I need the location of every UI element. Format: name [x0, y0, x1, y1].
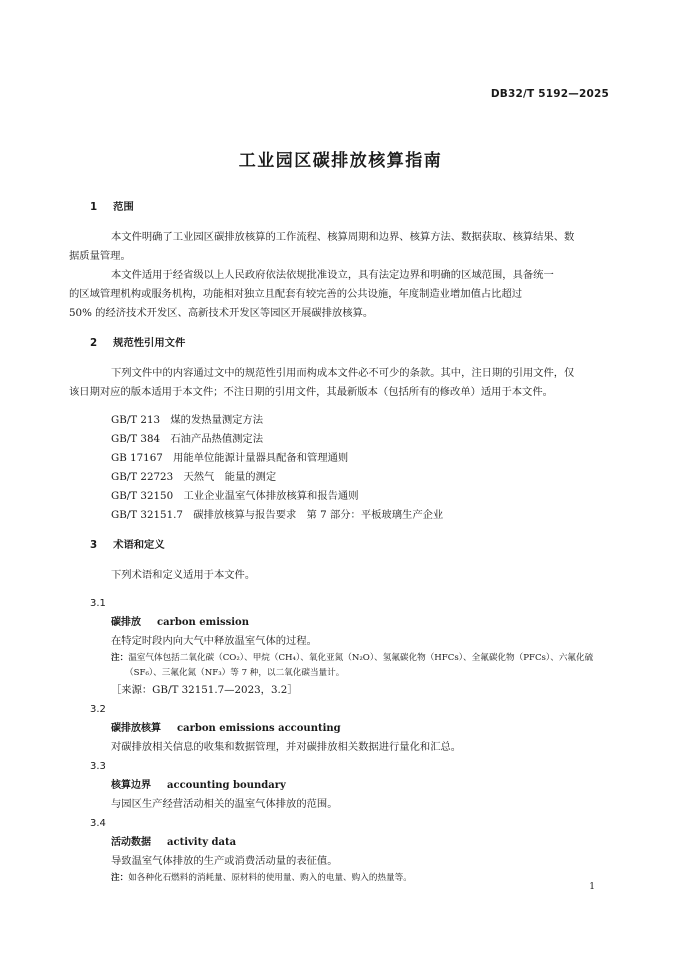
reference-item: GB/T 32151.7 碳排放核算与报告要求 第 7 部分：平板玻璃生产企业 — [111, 509, 444, 521]
term-heading: 活动数据 activity data — [111, 837, 237, 848]
section-1-para-1: 本文件明确了工业园区碳排放核算的工作流程、核算周期和边界、核算方法、数据获取、核算结果、数 据质量管理。 — [69, 231, 575, 262]
document-title: 工业园区碳排放核算指南 — [238, 151, 443, 171]
term-heading: 碳排放核算 carbon emissions accounting — [111, 723, 341, 734]
term-note: 注：如各种化石燃料的消耗量、原材料的使用量、购入的电量、购入的热量等。 — [111, 873, 412, 883]
section-3-heading: 3 术语和定义 — [90, 539, 165, 551]
term-entry — [90, 613, 610, 700]
term-entry — [90, 719, 610, 757]
reference-item: GB/T 22723 天然气 能量的测定 — [111, 471, 277, 483]
term-definition: 在特定时段内向大气中释放温室气体的过程。 — [111, 635, 317, 647]
term-heading: 碳排放 carbon emission — [111, 617, 249, 628]
section-1-heading: 1 范围 — [90, 201, 134, 213]
section-1-para-2: 本文件适用于经省级以上人民政府依法依规批准设立，具有法定边界和明确的区域范围，具备统一 的区域管理机构或服务机构，功能相对独立且配套有较完善的公共设施，年度制造业增加值占比超过 50% 的经济技术开发区、高新技术开发区等园区开展碳排放核算。 — [69, 269, 554, 319]
term-entry — [90, 833, 610, 886]
term-number: 3.2 — [90, 704, 106, 715]
standard-number: DB32/T 5192—2025 — [490, 88, 609, 100]
term-definition: 对碳排放相关信息的收集和数据管理，并对碳排放相关数据进行量化和汇总。 — [111, 741, 462, 753]
reference-item: GB/T 213 煤的发热量测定方法 — [111, 414, 264, 426]
section-3-intro: 下列术语和定义适用于本文件。 — [111, 569, 256, 581]
section-2-para: 下列文件中的内容通过文中的规范性引用而构成本文件必不可少的条款。其中，注日期的引用文件，仅 该日期对应的版本适用于本文件；不注日期的引用文件，其最新版本（包括所有的修改单）适用于本文件。 — [69, 367, 575, 398]
reference-item: GB/T 384 石油产品热值测定法 — [111, 433, 264, 445]
document-body — [69, 198, 610, 886]
term-note-continued: （SF₆）、三氟化氮（NF₃）等 7 种，以二氧化碳当量计。 — [125, 668, 345, 678]
term-heading: 核算边界 accounting boundary — [111, 780, 286, 791]
term-number: 3.3 — [90, 761, 106, 772]
term-number: 3.4 — [90, 818, 106, 829]
section-2-heading: 2 规范性引用文件 — [90, 337, 186, 349]
term-number: 3.1 — [90, 598, 106, 609]
term-definition: 导致温室气体排放的生产或消费活动量的表征值。 — [111, 855, 338, 867]
term-definition: 与园区生产经营活动相关的温室气体排放的范围。 — [111, 798, 338, 810]
term-source: ［来源：GB/T 32151.7—2023，3.2］ — [111, 684, 298, 696]
reference-list — [90, 411, 610, 525]
reference-item: GB 17167 用能单位能源计量器具配备和管理通则 — [111, 452, 349, 464]
term-entry — [90, 776, 610, 814]
term-note: 注：温室气体包括二氧化碳（CO₂）、甲烷（CH₄）、氧化亚氮（N₂O）、氢氟碳化物（HFCs）、全氟碳化物（PFCs）、六氟化硫 — [111, 653, 594, 663]
reference-item: GB/T 32150 工业企业温室气体排放核算和报告通则 — [111, 490, 359, 502]
page-number: 1 — [589, 882, 595, 892]
